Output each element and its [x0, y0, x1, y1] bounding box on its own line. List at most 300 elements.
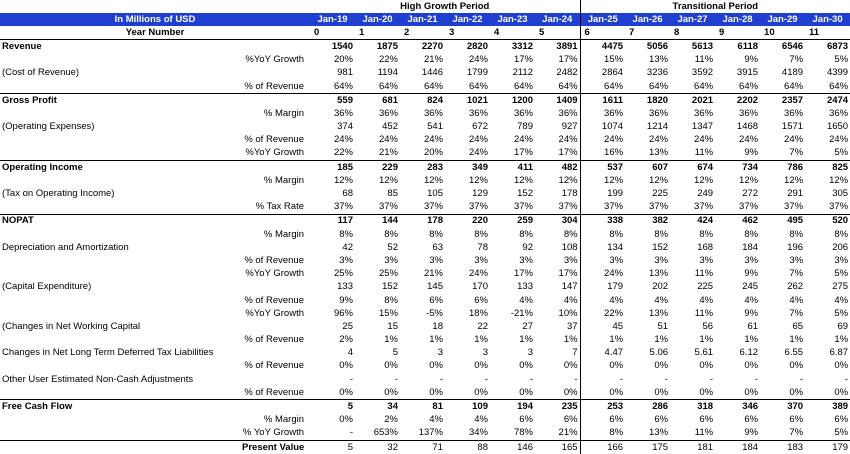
cell-value: 3312 [490, 40, 535, 54]
cell-value: 7% [760, 268, 805, 281]
cell-value: 5 [310, 400, 355, 414]
cell-value: 7% [760, 54, 805, 67]
cell-value: 12% [445, 174, 490, 187]
cell-value: 168 [670, 241, 715, 254]
row-label [0, 294, 240, 307]
cell-value: 8% [805, 228, 850, 241]
cell-value: 0% [580, 386, 625, 400]
cell-value: 346 [715, 400, 760, 414]
cell-value: 152 [490, 187, 535, 200]
cell-value: 170 [445, 281, 490, 294]
cell-value: 206 [805, 241, 850, 254]
cell-value: 3 [400, 347, 445, 360]
row-label: Revenue [0, 40, 240, 54]
column-date: Jan-26 [625, 13, 670, 26]
row-label [0, 201, 240, 215]
cell-value: 245 [715, 281, 760, 294]
row-label [0, 54, 240, 67]
cell-value: 1% [805, 334, 850, 347]
row-label [0, 107, 240, 120]
row-sublabel: % Margin [240, 107, 310, 120]
cell-value: 64% [625, 80, 670, 94]
cell-value: 1% [580, 334, 625, 347]
cell-value: 6% [805, 414, 850, 427]
cell-value: 25% [355, 268, 400, 281]
cell-value: 275 [805, 281, 850, 294]
period-header-row [0, 0, 850, 13]
cell-value: 17% [535, 147, 580, 161]
year-number: 3 [445, 26, 490, 40]
cell-value: 452 [355, 121, 400, 134]
row-label: Gross Profit [0, 94, 240, 108]
cell-value: 734 [715, 161, 760, 175]
cell-value: 12% [625, 174, 670, 187]
cell-value: 64% [715, 80, 760, 94]
cell-value: 64% [355, 80, 400, 94]
cell-value: 12% [355, 174, 400, 187]
table-row [0, 414, 850, 427]
cell-value: 11% [670, 54, 715, 67]
cell-value: 8% [400, 228, 445, 241]
column-date: Jan-28 [715, 13, 760, 26]
cell-value: 37% [400, 201, 445, 215]
cell-value: 9% [715, 268, 760, 281]
row-sublabel: %YoY Growth [240, 307, 310, 320]
cell-value: 133 [490, 281, 535, 294]
cell-value: 0% [535, 386, 580, 400]
cell-value: 36% [490, 107, 535, 120]
row-sublabel [240, 281, 310, 294]
cell-value: 7% [760, 427, 805, 441]
row-label [0, 174, 240, 187]
cell-value: 184 [715, 441, 760, 454]
cell-value: 24% [580, 134, 625, 147]
cell-value: 5 [355, 347, 400, 360]
cell-value: 681 [355, 94, 400, 108]
row-sublabel [240, 187, 310, 200]
cell-value: 65 [760, 320, 805, 333]
cell-value: 64% [400, 80, 445, 94]
cell-value: 64% [535, 80, 580, 94]
cell-value: 5% [805, 54, 850, 67]
cell-value: 25% [310, 268, 355, 281]
cell-value: 11% [670, 307, 715, 320]
row-sublabel: % of Revenue [240, 80, 310, 94]
column-date: Jan-19 [310, 13, 355, 26]
cell-value: 0% [445, 360, 490, 373]
cell-value: 1% [490, 334, 535, 347]
cell-value: 0% [625, 386, 670, 400]
cell-value: 411 [490, 161, 535, 175]
cell-value: 12% [310, 174, 355, 187]
cell-value: 4% [625, 294, 670, 307]
row-sublabel: %YoY Growth [240, 147, 310, 161]
table-row [0, 174, 850, 187]
cell-value: 1% [445, 334, 490, 347]
cell-value: 3% [310, 254, 355, 267]
cell-value: 15% [580, 54, 625, 67]
cell-value: 3% [580, 254, 625, 267]
cell-value: 64% [445, 80, 490, 94]
row-sublabel [240, 94, 310, 108]
cell-value: 0% [715, 386, 760, 400]
row-sublabel [240, 320, 310, 333]
row-sublabel: % of Revenue [240, 254, 310, 267]
cell-value: 7% [760, 307, 805, 320]
cell-value: 4% [580, 294, 625, 307]
cell-value: 4% [400, 414, 445, 427]
cell-value: 653% [355, 427, 400, 441]
cell-value: 15 [355, 320, 400, 333]
cell-value: 61 [715, 320, 760, 333]
cell-value: 8% [715, 228, 760, 241]
cell-value: 22% [310, 147, 355, 161]
cell-value: 1% [670, 334, 715, 347]
cell-value: 5 [310, 441, 355, 454]
cell-value: 0% [310, 386, 355, 400]
cell-value: 63 [400, 241, 445, 254]
cell-value: 370 [760, 400, 805, 414]
cell-value: 4.47 [580, 347, 625, 360]
row-label [0, 134, 240, 147]
cell-value: 22 [445, 320, 490, 333]
cell-value: 253 [580, 400, 625, 414]
row-sublabel: % Tax Rate [240, 201, 310, 215]
cell-value: 7% [760, 147, 805, 161]
cell-value: 184 [715, 241, 760, 254]
cell-value: 1214 [625, 121, 670, 134]
cell-value: 3% [670, 254, 715, 267]
cell-value: 3236 [625, 67, 670, 80]
cell-value: 3592 [670, 67, 715, 80]
cell-value: 6% [760, 414, 805, 427]
cell-value: 0% [580, 360, 625, 373]
cell-value: 45 [580, 320, 625, 333]
cell-value: 24% [355, 134, 400, 147]
cell-value: 96% [310, 307, 355, 320]
cell-value: 349 [445, 161, 490, 175]
column-date: Jan-21 [400, 13, 445, 26]
year-number: 5 [535, 26, 580, 40]
cell-value: 6% [400, 294, 445, 307]
cell-value: 4% [805, 294, 850, 307]
cell-value: 229 [355, 161, 400, 175]
cell-value: 27 [490, 320, 535, 333]
row-label: NOPAT [0, 214, 240, 228]
cell-value: 22% [355, 54, 400, 67]
cell-value: 36% [805, 107, 850, 120]
row-sublabel [240, 67, 310, 80]
cell-value: - [310, 427, 355, 441]
row-sublabel: % of Revenue [240, 360, 310, 373]
cell-value: 36% [355, 107, 400, 120]
row-label [0, 441, 240, 454]
row-label: Free Cash Flow [0, 400, 240, 414]
cell-value: 2482 [535, 67, 580, 80]
cell-value: 1611 [580, 94, 625, 108]
cell-value: 18% [445, 307, 490, 320]
cell-value: 537 [580, 161, 625, 175]
table-row [0, 187, 850, 200]
cell-value: - [670, 373, 715, 386]
table-row [0, 254, 850, 267]
row-label: Other User Estimated Non-Cash Adjustments [0, 373, 240, 386]
cell-value: 179 [580, 281, 625, 294]
cell-value: 1446 [400, 67, 445, 80]
cell-value: 2864 [580, 67, 625, 80]
cell-value: - [715, 373, 760, 386]
cell-value: 37% [580, 201, 625, 215]
year-number-row [0, 26, 850, 40]
cell-value: 9% [715, 307, 760, 320]
cell-value: - [355, 373, 400, 386]
cell-value: 0% [805, 360, 850, 373]
cell-value: 0% [445, 386, 490, 400]
cell-value: 2% [310, 334, 355, 347]
cell-value: 152 [355, 281, 400, 294]
cell-value: 5056 [625, 40, 670, 54]
cell-value: 262 [760, 281, 805, 294]
cell-value: 3% [760, 254, 805, 267]
cell-value: 272 [715, 187, 760, 200]
cell-value: 24% [490, 134, 535, 147]
row-label: (Operating Expenses) [0, 121, 240, 134]
cell-value: 2820 [445, 40, 490, 54]
cell-value: 9% [310, 294, 355, 307]
cell-value: 24% [445, 268, 490, 281]
cell-value: 152 [625, 241, 670, 254]
cell-value: 25 [310, 320, 355, 333]
cell-value: 24% [445, 147, 490, 161]
cell-value: 144 [355, 214, 400, 228]
cell-value: 12% [580, 174, 625, 187]
cell-value: 2202 [715, 94, 760, 108]
cell-value: 1468 [715, 121, 760, 134]
cell-value: 3% [715, 254, 760, 267]
table-row [0, 54, 850, 67]
cell-value: - [310, 373, 355, 386]
cell-value: 4475 [580, 40, 625, 54]
cell-value: -21% [490, 307, 535, 320]
year-number: 6 [580, 26, 625, 40]
cell-value: 32 [355, 441, 400, 454]
cell-value: 64% [310, 80, 355, 94]
table-row [0, 441, 850, 454]
cell-value: 4% [670, 294, 715, 307]
cell-value: 10% [535, 307, 580, 320]
row-sublabel [240, 241, 310, 254]
cell-value: 9% [715, 54, 760, 67]
cell-value: 304 [535, 214, 580, 228]
cell-value: 0% [400, 360, 445, 373]
table-row [0, 400, 850, 414]
cell-value: 6% [535, 414, 580, 427]
cell-value: - [400, 373, 445, 386]
cell-value: 482 [535, 161, 580, 175]
cell-value: 37% [445, 201, 490, 215]
cell-value: 2021 [670, 94, 715, 108]
cell-value: 1194 [355, 67, 400, 80]
cell-value: 2474 [805, 94, 850, 108]
cell-value: 51 [625, 320, 670, 333]
cell-value: 9% [715, 147, 760, 161]
cell-value: 927 [535, 121, 580, 134]
cell-value: 1347 [670, 121, 715, 134]
cell-value: 2112 [490, 67, 535, 80]
cell-value: 52 [355, 241, 400, 254]
table-row [0, 67, 850, 80]
cell-value: 0% [670, 360, 715, 373]
cell-value: 24% [445, 134, 490, 147]
cell-value: 64% [490, 80, 535, 94]
cell-value: 1540 [310, 40, 355, 54]
cell-value: 0% [310, 414, 355, 427]
cell-value: 4399 [805, 67, 850, 80]
cell-value: 225 [670, 281, 715, 294]
table-row [0, 94, 850, 108]
cell-value: 5% [805, 427, 850, 441]
year-number: 7 [625, 26, 670, 40]
cell-value: 0% [535, 360, 580, 373]
cell-value: 185 [310, 161, 355, 175]
cell-value: 117 [310, 214, 355, 228]
cell-value: 64% [760, 80, 805, 94]
cell-value: 64% [805, 80, 850, 94]
row-sublabel [240, 400, 310, 414]
cell-value: 0% [355, 386, 400, 400]
row-sublabel: % of Revenue [240, 386, 310, 400]
row-sublabel: Present Value [240, 441, 310, 454]
cell-value: 146 [490, 441, 535, 454]
table-row [0, 134, 850, 147]
cell-value: 4% [445, 414, 490, 427]
cell-value: 37 [535, 320, 580, 333]
cell-value: 8% [535, 228, 580, 241]
cell-value: 12% [490, 174, 535, 187]
row-label: Changes in Net Long Term Deferred Tax Liabilities [0, 347, 240, 360]
cell-value: 1% [535, 334, 580, 347]
cell-value: 1875 [355, 40, 400, 54]
cell-value: 225 [625, 187, 670, 200]
cell-value: 78% [490, 427, 535, 441]
cell-value: 4% [490, 294, 535, 307]
cell-value: 13% [625, 54, 670, 67]
cell-value: 981 [310, 67, 355, 80]
cell-value: 8% [625, 228, 670, 241]
cell-value: 1% [400, 334, 445, 347]
cell-value: 318 [670, 400, 715, 414]
cell-value: 88 [445, 441, 490, 454]
table-row [0, 427, 850, 441]
table-row [0, 40, 850, 54]
cell-value: 24% [760, 134, 805, 147]
cell-value: 21% [400, 268, 445, 281]
cell-value: 15% [355, 307, 400, 320]
row-sublabel [240, 214, 310, 228]
cell-value: 36% [580, 107, 625, 120]
column-date: Jan-23 [490, 13, 535, 26]
year-number: 4 [490, 26, 535, 40]
cell-value: 1021 [445, 94, 490, 108]
cell-value: 3% [400, 254, 445, 267]
cell-value: - [625, 373, 670, 386]
cell-value: 11% [670, 427, 715, 441]
cell-value: 13% [625, 427, 670, 441]
cell-value: 3% [535, 254, 580, 267]
cell-value: - [760, 373, 805, 386]
cell-value: 6546 [760, 40, 805, 54]
cell-value: 541 [400, 121, 445, 134]
column-header-row [0, 13, 850, 26]
year-number: 9 [715, 26, 760, 40]
column-date: Jan-25 [580, 13, 625, 26]
row-sublabel: % Margin [240, 174, 310, 187]
cell-value: 37% [625, 201, 670, 215]
table-row [0, 161, 850, 175]
cell-value: 17% [535, 54, 580, 67]
row-label: (Cost of Revenue) [0, 67, 240, 80]
cell-value: 68 [310, 187, 355, 200]
cell-value: 789 [490, 121, 535, 134]
cell-value: 34% [445, 427, 490, 441]
cell-value: 6% [625, 414, 670, 427]
cell-value: 3% [625, 254, 670, 267]
unit-label: In Millions of USD [0, 13, 310, 26]
cell-value: 305 [805, 187, 850, 200]
table-row [0, 121, 850, 134]
table-row [0, 80, 850, 94]
cell-value: 8% [580, 427, 625, 441]
cell-value: 1074 [580, 121, 625, 134]
cell-value: 56 [670, 320, 715, 333]
cell-value: 194 [490, 400, 535, 414]
row-label: (Tax on Operating Income) [0, 187, 240, 200]
cell-value: 11% [670, 268, 715, 281]
cell-value: 0% [400, 386, 445, 400]
cell-value: 12% [400, 174, 445, 187]
cell-value: 520 [805, 214, 850, 228]
row-sublabel [240, 121, 310, 134]
cell-value: 37% [535, 201, 580, 215]
table-row [0, 268, 850, 281]
cell-value: 1799 [445, 67, 490, 80]
table-row [0, 360, 850, 373]
cell-value: 6.12 [715, 347, 760, 360]
cell-value: 181 [670, 441, 715, 454]
cell-value: 37% [355, 201, 400, 215]
cell-value: 6873 [805, 40, 850, 54]
cell-value: 8% [580, 228, 625, 241]
cell-value: 137% [400, 427, 445, 441]
table-row [0, 294, 850, 307]
cell-value: 64% [670, 80, 715, 94]
cell-value: 786 [760, 161, 805, 175]
cell-value: 196 [760, 241, 805, 254]
cell-value: - [580, 373, 625, 386]
cell-value: 21% [535, 427, 580, 441]
row-sublabel: % YoY Growth [240, 427, 310, 441]
year-number-label: Year Number [0, 26, 310, 40]
cell-value: 825 [805, 161, 850, 175]
cell-value: 6% [715, 414, 760, 427]
cell-value: 2270 [400, 40, 445, 54]
table-row [0, 334, 850, 347]
cell-value: 8% [760, 228, 805, 241]
cell-value: 17% [535, 268, 580, 281]
cell-value: 13% [625, 268, 670, 281]
cell-value: 5613 [670, 40, 715, 54]
cell-value: 36% [400, 107, 445, 120]
